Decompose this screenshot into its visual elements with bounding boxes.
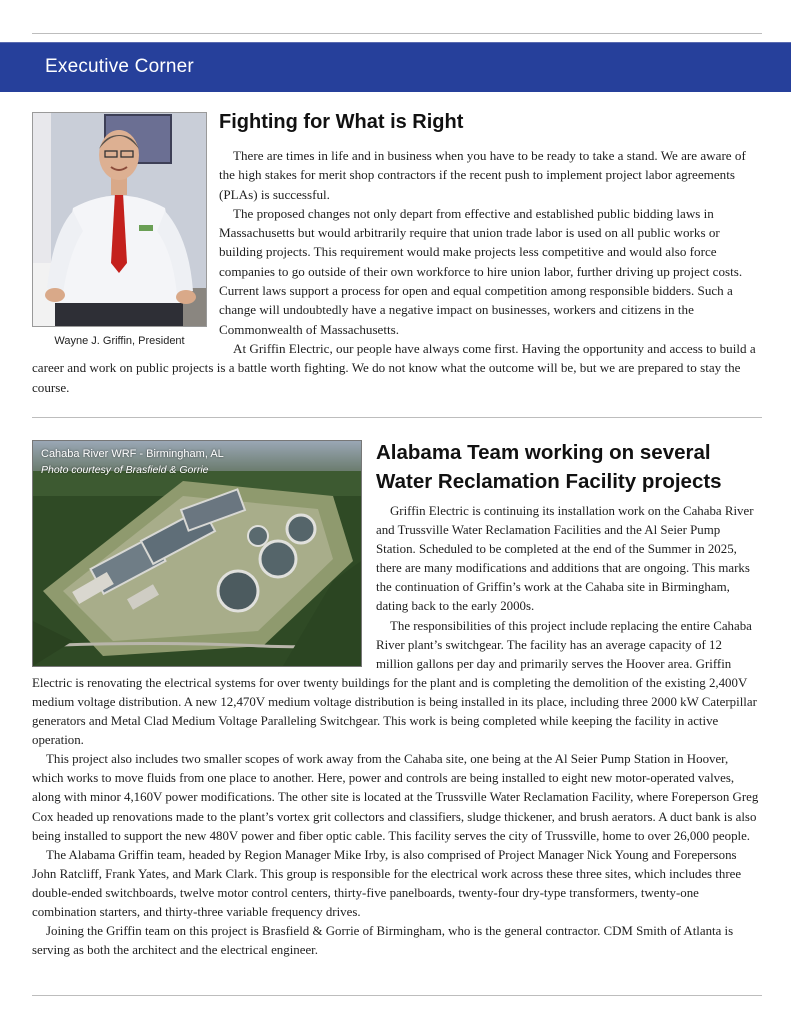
article2-paragraph: Griffin Electric is continuing its installation work on the Cahaba River and Trussville Water Reclamation Facilities and the Al Seier Pump Station. Scheduled to be completed at the end of the Summer in 2025, there are many modifications and additions that are ongoing. This marks the continuation of Griffin’s work at the Cahaba site in Birmingham, dating back to the early 2000s. — [376, 504, 754, 614]
article-fighting-for-what-is-right — [32, 110, 762, 400]
bottom-rule — [32, 995, 762, 996]
article2-title: Alabama Team working on several Water Reclamation Facility projects — [376, 441, 722, 493]
article2-paragraph: The responsibilities of this project include replacing the entire Cahaba River plant’s switchgear. The facility has an average capacity of 12 million gallons per day and primarily serves the Hoover area. Griffin Electric is renovating the electrical systems for over twenty buildings for the plant and is completing the demolition of the existing 2,400V medium voltage distribution. A new 12,470V medium voltage distribution is being installed in its place, including three 2000 kW Caterpillar generators and Metal Clad Medium Voltage Paralleling Switchgear. This work is being completed while keeping the facility in active operation. — [32, 618, 757, 748]
aerial-photo-caption-credit: Photo courtesy of Brasfield & Gorrie — [41, 464, 209, 476]
president-photo — [32, 112, 207, 327]
article1-title: Fighting for What is Right — [219, 111, 464, 133]
article-divider — [32, 417, 762, 418]
section-title: Executive Corner — [45, 56, 194, 77]
president-photo-image — [33, 113, 206, 326]
president-photo-figure — [32, 112, 207, 347]
article1-paragraph: The proposed changes not only depart from effective and established public bidding laws in Massachusetts but would arbitrarily require that union trade labor is used on all public works or building projects. This requirement would make projects less competitive and would also force companies to go outside of their own workforce to hire union labor, further driving up project costs. Current laws support a process for open and equal competition among responsible bidders. Such a change will undoubtedly have a negative impact on businesses, workers and citizens in the Commonwealth of Massachusetts. — [219, 205, 743, 337]
aerial-photo-caption-location: Cahaba River WRF - Birmingham, AL — [41, 448, 224, 460]
article2-paragraph: The Alabama Griffin team, headed by Region Manager Mike Irby, is also comprised of Project Manager Nick Young and Forepersons John Ratcliff, Frank Yates, and Mark Clark. This group is responsible for the electrical work across these three sites, which includes three double-ended switchboards, twelve motor control centers, thirty-five panelboards, twenty-four dry-type transformers, twenty-one combination starters, and thirty-three variable frequency drives. — [32, 847, 742, 919]
top-rule — [32, 33, 762, 34]
cahaba-river-photo-figure — [32, 440, 360, 665]
president-photo-caption: Wayne J. Griffin, President — [54, 335, 185, 347]
article-alabama-team — [32, 438, 762, 983]
article2-paragraph: This project also includes two smaller scopes of work away from the Cahaba site, one being at the Al Seier Pump Station in Hoover, which works to move fluids from one place to another. Here, power and controls are being installed to eight new motor-operated valves, along with minor 4,160V power modifications. The other site is located at the Trussville Water Reclamation Facility, where Foreperson Greg Cox headed up renovations made to the plant’s vortex grit collectors and classifiers, sludge thickener, and brush aerators. A duct bank is also being installed to support the new 480V power and fiber optic cable. This facility serves the city of Trussville, home to over 26,000 people. — [32, 752, 759, 843]
article2-paragraph: Joining the Griffin team on this project is Brasfield & Gorrie of Birmingham, who is the general contractor. CDM Smith of Atlanta is serving as both the architect and the electrical engineer. — [32, 924, 734, 958]
article1-paragraph: At Griffin Electric, our people have always come first. Having the opportunity and access to build a career and work on public projects is a battle worth fighting. We do not know what the outcome will be, but we are prepared to stay the course. — [32, 340, 756, 395]
article1-paragraph: There are times in life and in business when you have to be ready to take a stand. We are aware of the high stakes for merit shop contractors if the recent push to implement project labor agreements (PLAs) is successful. — [219, 148, 746, 202]
section-banner — [0, 42, 791, 92]
